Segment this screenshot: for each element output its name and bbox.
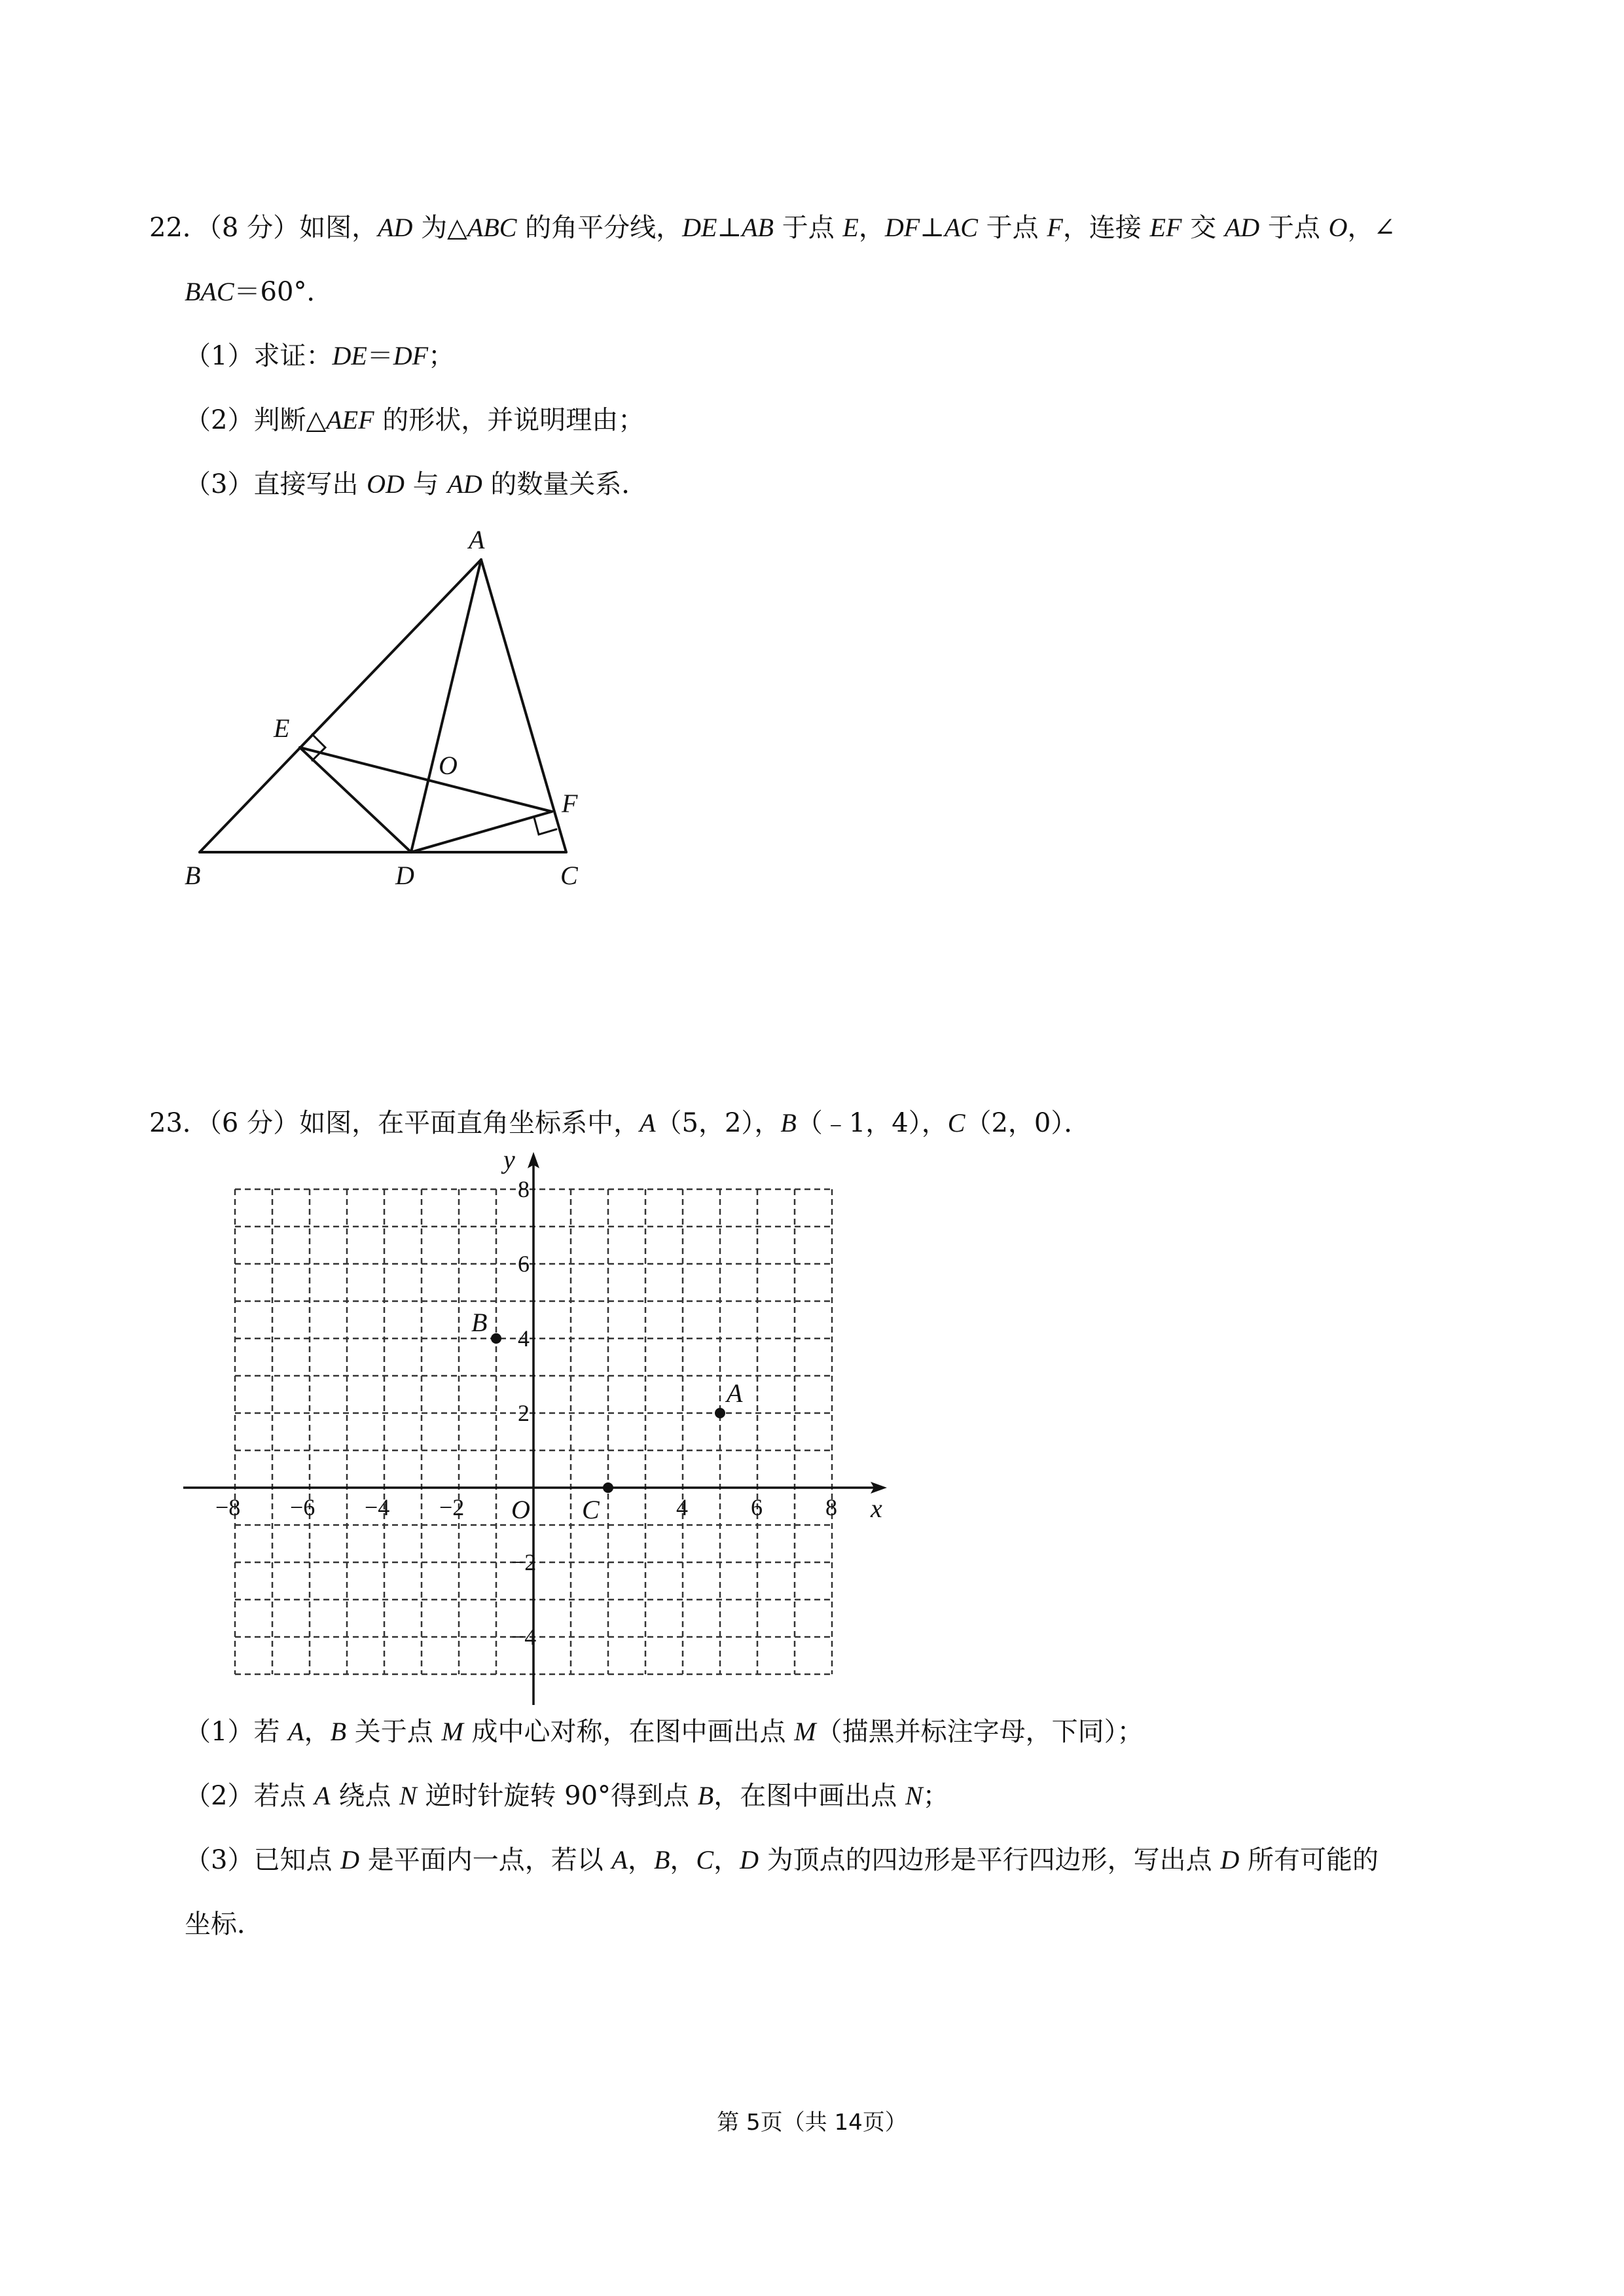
q22-part2: （2）判断△AEF 的形状，并说明理由； (185, 405, 645, 435)
q23-part3-line1: （3）已知点 D 是平面内一点，若以 A，B，C，D 为顶点的四边形是平行四边形，写出点 D 所有可能的 (185, 1845, 1379, 1875)
origin-label: O (511, 1495, 530, 1524)
x-tick-label: −8 (215, 1494, 241, 1520)
right-angle-F (534, 817, 556, 834)
fig-label-C: C (560, 861, 578, 890)
y-tick-label: 6 (518, 1251, 530, 1277)
point-A-label: A (727, 1378, 743, 1408)
fig-label-A: A (469, 525, 485, 554)
point-C-label: C (582, 1495, 600, 1524)
fig-label-F: F (562, 789, 578, 818)
x-tick-label: −2 (439, 1494, 465, 1520)
side-AC (481, 560, 566, 852)
fig-label-O: O (439, 751, 458, 780)
q23-stem: 23．（6 分）如图，在平面直角坐标系中，A（5，2），B（﹣1，4），C（2，0）． (149, 1108, 1091, 1138)
segment-DE (300, 747, 411, 852)
q23-part2: （2）若点 A 绕点 N 逆时针旋转 90°得到点 B，在图中画出点 N； (185, 1781, 949, 1811)
x-tick-label: 6 (751, 1494, 763, 1520)
y-tick-label: 2 (518, 1400, 530, 1426)
x-tick-label: −6 (290, 1494, 316, 1520)
q23-part3-line2: 坐标． (185, 1909, 263, 1939)
x-tick-label: 8 (825, 1494, 837, 1520)
fig-label-E: E (274, 713, 290, 743)
q23-part1: （1）若 A，B 关于点 M 成中心对称，在图中画出点 M（描黑并标注字母，下同）； (185, 1717, 1144, 1747)
q22-stem-line1: 22．（8 分）如图，AD 为△ABC 的角平分线，DE⊥AB 于点 E，DF⊥AC 于点 F，连接 EF 交 AD 于点 O，∠ (149, 213, 1396, 243)
y-tick-label: −2 (511, 1549, 537, 1575)
x-tick-label: 4 (676, 1494, 688, 1520)
point-B-label: B (471, 1308, 488, 1337)
point-C-dot (603, 1482, 613, 1493)
segment-DF (411, 812, 552, 852)
fig-label-D: D (395, 861, 414, 890)
y-axis-arrow (528, 1152, 539, 1168)
side-AB (200, 560, 481, 852)
segment-AD (411, 560, 481, 852)
y-tick-label: 4 (518, 1325, 530, 1352)
fig-label-B: B (185, 861, 201, 890)
y-tick-label: 8 (518, 1176, 530, 1202)
q22-stem-line2: BAC＝60°． (185, 277, 333, 307)
q22-part1: （1）求证：DE＝DF； (185, 341, 455, 371)
y-tick-label: −4 (511, 1624, 537, 1650)
segment-EF (300, 747, 552, 812)
x-tick-label: −4 (365, 1494, 390, 1520)
x-axis-label: x (871, 1494, 882, 1523)
page-footer: 第 5页（共 14页） (717, 2109, 907, 2136)
x-axis-arrow (871, 1482, 887, 1494)
right-angle-E (312, 734, 325, 761)
point-B-dot (491, 1333, 501, 1344)
point-A-dot (715, 1408, 725, 1418)
y-axis-label: y (503, 1145, 515, 1174)
q22-part3: （3）直接写出 OD 与 AD 的数量关系． (185, 469, 648, 499)
